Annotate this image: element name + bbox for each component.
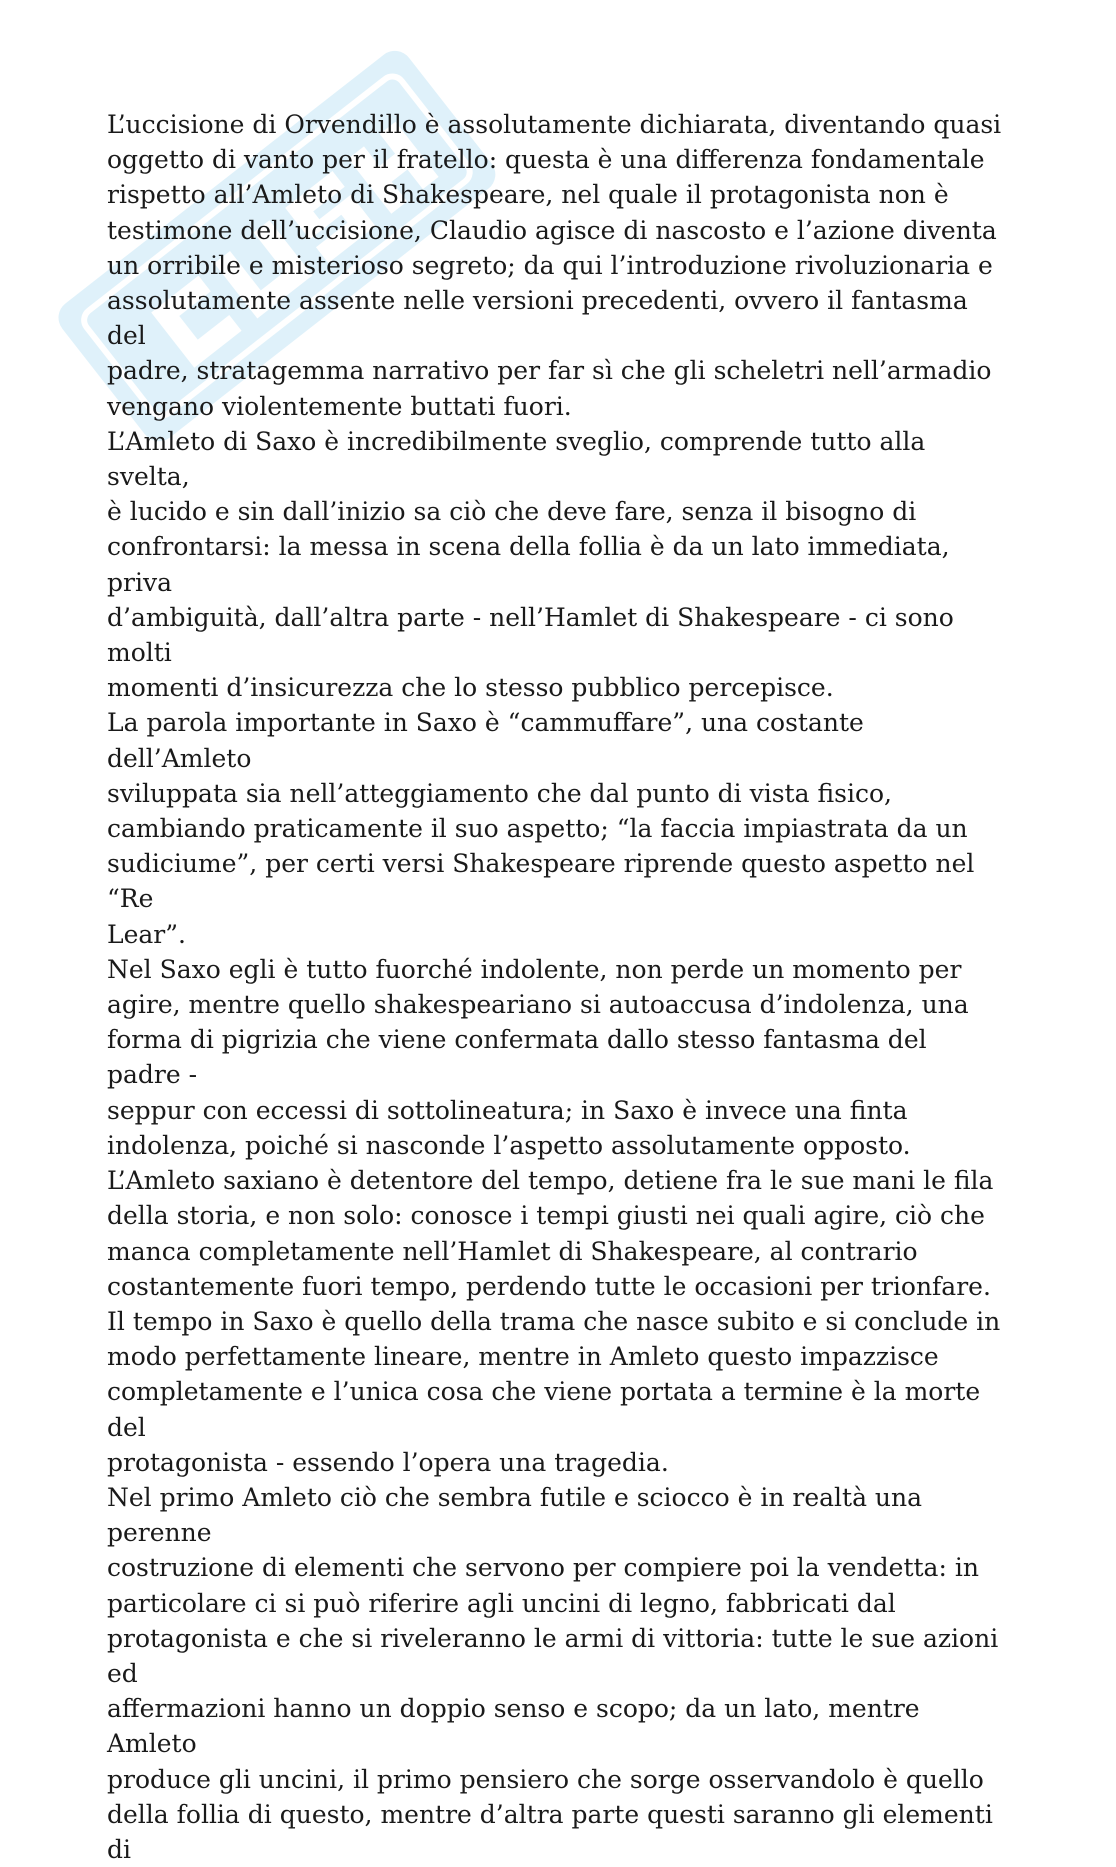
document-body (107, 107, 1007, 1867)
paragraph: Nel Saxo egli è tutto fuorché indolente, non perde un momento per agire, mentre quello shakespeariano si autoaccusa d’indolenza, una forma di pigrizia che viene confermata dallo stesso fantasma del padre - seppur con eccessi di sottolineatura; in Saxo è invece una finta indolenza, poiché si nasconde l’aspetto assolutamente opposto. (107, 954, 969, 1160)
paragraph: La parola importante in Saxo è “cammuffare”, una costante dell’Amleto sviluppata sia nell’atteggiamento che dal punto di vista fisico, cambiando praticamente il suo aspetto; “la faccia impiastrata da un sudiciume”, per certi versi Shakespeare riprende questo aspetto nel “Re Lear”. (107, 708, 975, 949)
paragraph: L’Amleto saxiano è detentore del tempo, detiene fra le sue mani le fila della storia, e non solo: conosce i tempi giusti nei quali agire, ciò che manca completamente nell’Hamlet di Shakespeare, al contrario costantemente fuori tempo, perdendo tutte le occasioni per trionfare. (107, 1166, 994, 1301)
paragraph: Il tempo in Saxo è quello della trama che nasce subito e si conclude in modo perfettamente lineare, mentre in Amleto questo impazzisce completamente e l’unica cosa che viene portata a termine è la morte del protagonista - essendo l’opera una tragedia. (107, 1306, 1001, 1477)
paragraph: L’Amleto di Saxo è incredibilmente sveglio, comprende tutto alla svelta, è lucido e sin dall’inizio sa ciò che deve fare, senza il bisogno di confrontarsi: la messa in scena della follia è da un lato immediata, priva d’ambiguità, dall’altra parte - nell’Hamlet di Shakespeare - ci sono molti momenti d’insicurezza che lo stesso pubblico percepisce. (107, 426, 954, 703)
paragraph: Nel primo Amleto ciò che sembra futile e sciocco è in realtà una perenne costruzione di elementi che servono per compiere poi la vendetta: in particolare ci si può riferire agli uncini di legno, fabbricati dal protagonista e che si riveleranno le armi di vittoria: tutte le sue azioni ed affermazioni hanno un doppio senso e scopo; da un lato, mentre Amleto produce gli uncini, il primo pensiero che sorge osservandolo è quello della follia di questo, mentre d’altra parte questi saranno gli elementi di (107, 1482, 999, 1864)
paragraph: L’uccisione di Orvendillo è assolutamente dichiarata, diventando quasi oggetto di vanto per il fratello: questa è una differenza fondamentale rispetto all’Amleto di Shakespeare, nel quale il protagonista non è testimone dell’uccisione, Claudio agisce di nascosto e l’azione diventa un orribile e misterioso segreto; da qui l’introduzione rivoluzionaria e assolutamente assente nelle versioni precedenti, ovvero il fantasma del padre, stratagemma narrativo per far sì che gli scheletri nell’armadio vengano violentemente buttati fuori. (107, 110, 1002, 421)
